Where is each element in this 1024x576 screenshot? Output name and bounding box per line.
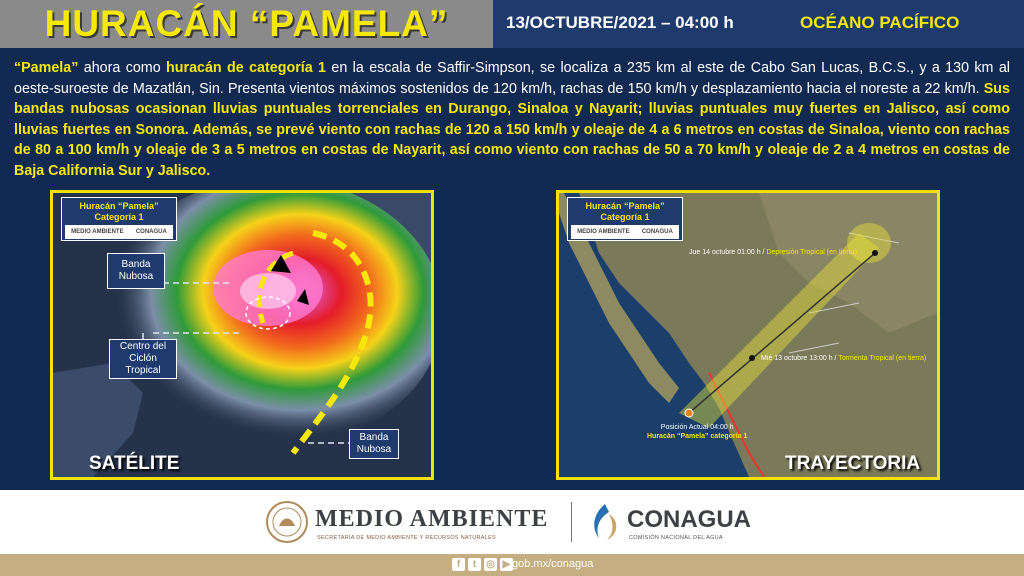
- callout-text: Nubosa: [118, 271, 154, 282]
- callout-banda-nubosa: [107, 253, 165, 289]
- callout-banda-nubosa-2: [349, 429, 399, 459]
- storm-category: huracán de categoría 1: [166, 60, 327, 76]
- legend-logos: [65, 225, 173, 239]
- callout-text: Centro del: [119, 341, 167, 352]
- bulletin-text-part: en la escala de Saffir-Simpson, se localiza a 235 km al este de Cabo San Lucas, B.C.S., y a 130 km al oeste-suroeste de Mazatlán, Sin. Presenta vientos máximos sostenidos de 120 km/h, rachas de 150 km/h y desplazamiento hacia el noreste a 22 km/h.: [14, 60, 1010, 97]
- title-box: [0, 0, 493, 48]
- conagua-logo-text: CONAGUA: [627, 506, 751, 533]
- legend-logo-conagua: CONAGUA: [135, 229, 167, 235]
- twitter-icon[interactable]: t: [468, 558, 481, 571]
- forecast-status: Tormenta Tropical (en tierra): [838, 355, 927, 362]
- callout-text: Tropical: [125, 365, 161, 376]
- website-link[interactable]: gob.mx/conagua: [512, 558, 594, 570]
- current-position-time: Posición Actual 04:00 h: [660, 424, 734, 431]
- forecast-time: Mié 13 octubre 13:00 h /: [761, 355, 837, 362]
- callout-text: Banda: [359, 432, 389, 443]
- current-position-label: [647, 423, 747, 441]
- trajectory-label: TRAYECTORIA: [785, 453, 921, 474]
- map-legend: [61, 197, 177, 241]
- footer: [0, 490, 1024, 554]
- map-legend: [567, 197, 683, 241]
- legend-logo-conagua: CONAGUA: [641, 229, 673, 235]
- bulletin-datetime: 13/OCTUBRE/2021 – 04:00 h: [506, 13, 734, 32]
- legend-logo-medio-ambiente: MEDIO AMBIENTE: [577, 229, 630, 235]
- legend-storm-name: Huracán “Pamela”: [585, 201, 665, 211]
- bulletin-highlight: Sus bandas nubosas ocasionan lluvias puntuales torrenciales en Durango, Sinaloa y Nayarit; lluvias puntuales muy fuertes en Jalisco, así como lluvias fuertes en Sonora. Además, se prevé viento con rachas de 120 a 150 km/h y oleaje de 4 a 6 metros en costas de Sinaloa, viento con rachas de 80 a 100 km/h y oleaje de 3 a 5 metros en costas de Nayarit, así como viento con rachas de 50 a 70 km/h y oleaje de 2 a 4 metros en costas de Baja California Sur y Jalisco.: [14, 80, 1010, 179]
- forecast-point-1: [689, 249, 857, 256]
- bulletin-text: [14, 58, 1010, 181]
- conagua-logo-icon: [585, 500, 625, 544]
- bottom-bar: [0, 554, 1024, 576]
- satellite-label: SATÉLITE: [89, 453, 180, 474]
- logo-divider: [571, 502, 572, 542]
- current-position-status: Huracán “Pamela” categoría 1: [647, 433, 748, 440]
- page-title: HURACÁN “PAMELA”: [44, 3, 449, 44]
- callout-text: Banda: [121, 259, 151, 270]
- forecast-point-2: [761, 355, 926, 362]
- legend-logo-medio-ambiente: MEDIO AMBIENTE: [71, 229, 124, 235]
- trajectory-panel: [556, 190, 940, 480]
- satellite-panel: [50, 190, 434, 480]
- medio-ambiente-logo-text: MEDIO AMBIENTE: [315, 506, 549, 532]
- instagram-icon[interactable]: ◎: [484, 558, 497, 571]
- forecast-time: Jue 14 octubre 01:00 h /: [689, 249, 765, 256]
- legend-logos: [571, 225, 679, 239]
- storm-name: “Pamela”: [14, 60, 79, 76]
- conagua-subtitle: COMISIÓN NACIONAL DEL AGUA: [629, 535, 723, 541]
- callout-centro-ciclon: [109, 339, 177, 379]
- callout-text: Nubosa: [356, 444, 392, 455]
- legend-category: Categoría 1: [94, 212, 144, 222]
- youtube-icon[interactable]: ▶: [500, 558, 513, 571]
- bulletin-text-part: ahora como: [78, 60, 167, 76]
- footer-logos: [265, 496, 765, 548]
- callout-text: Ciclón: [129, 353, 157, 364]
- medio-ambiente-subtitle: SECRETARÍA DE MEDIO AMBIENTE Y RECURSOS NATURALES: [317, 535, 497, 541]
- ocean-label: OCÉANO PACÍFICO: [800, 13, 960, 32]
- social-icons: [452, 558, 513, 571]
- facebook-icon[interactable]: f: [452, 558, 465, 571]
- mexico-seal-icon: [265, 500, 309, 544]
- forecast-status: Depresión Tropical (en tierra): [766, 249, 858, 256]
- header-bar: [0, 0, 1024, 48]
- legend-storm-name: Huracán “Pamela”: [79, 201, 159, 211]
- legend-category: Categoría 1: [600, 212, 650, 222]
